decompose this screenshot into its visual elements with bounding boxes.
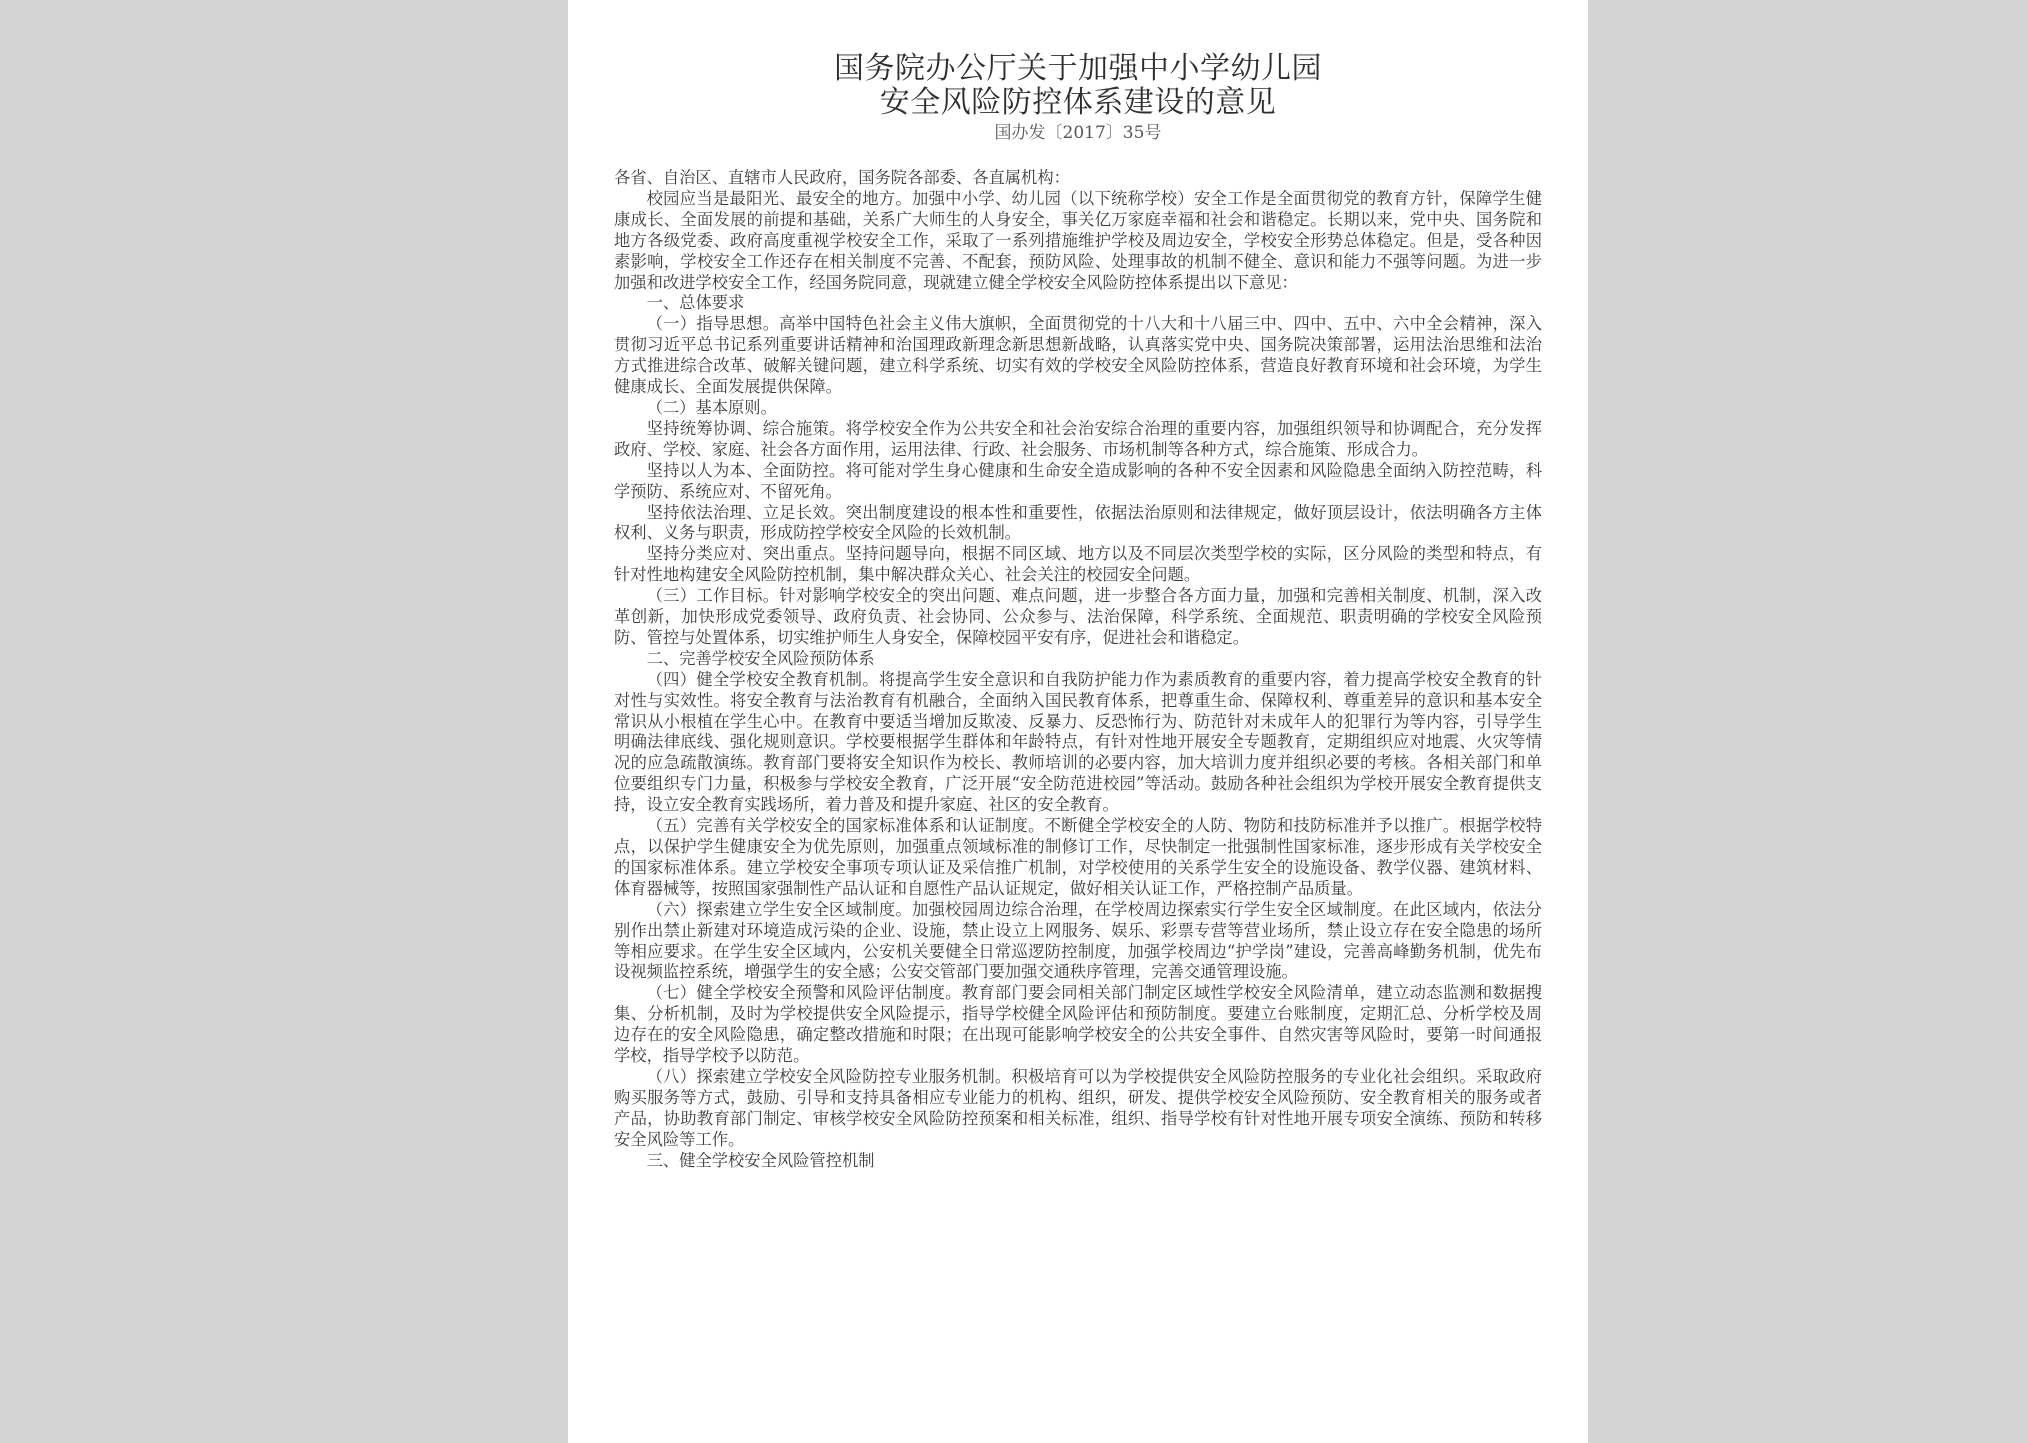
- paragraph: （一）指导思想。高举中国特色社会主义伟大旗帜，全面贯彻党的十八大和十八届三中、四中、五中、六中全会精神，深入贯彻习近平总书记系列重要讲话精神和治国理政新理念新思想新战略，认真落实党中央、国务院决策部署，运用法治思维和法治方式推进综合改革、破解关键问题，建立科学系统、切实有效的学校安全风险防控体系，营造良好教育环境和社会环境，为学生健康成长、全面发展提供保障。: [614, 314, 1542, 397]
- paragraph: 坚持分类应对、突出重点。坚持问题导向，根据不同区域、地方以及不同层次类型学校的实际，区分风险的类型和特点，有针对性地构建安全风险防控机制，集中解决群众关心、社会关注的校园安全问题。: [614, 544, 1542, 585]
- document-number: 国办发〔2017〕35号: [994, 123, 1162, 143]
- title-block: [614, 52, 1542, 144]
- paragraph: （六）探索建立学生安全区域制度。加强校园周边综合治理，在学校周边探索实行学生安全区域制度。在此区域内，依法分别作出禁止新建对环境造成污染的企业、设施，禁止设立上网服务、娱乐、彩票专营等营业场所，禁止设立存在安全隐患的场所等相应要求。在学生安全区域内，公安机关要健全日常巡逻防控制度，加强学校周边“护学岗”建设，完善高峰勤务机制，优先布设视频监控系统，增强学生的安全感；公安交管部门要加强交通秩序管理，完善交通管理设施。: [614, 899, 1542, 982]
- paragraph: （四）健全学校安全教育机制。将提高学生安全意识和自我防护能力作为素质教育的重要内容，着力提高学校安全教育的针对性与实效性。将安全教育与法治教育有机融合，全面纳入国民教育体系，把尊重生命、保障权利、尊重差异的意识和基本安全常识从小根植在学生心中。在教育中要适当增加反欺凌、反暴力、反恐怖行为、防范针对未成年人的犯罪行为等内容，引导学生明确法律底线、强化规则意识。学校要根据学生群体和年龄特点，有针对性地开展安全专题教育，定期组织应对地震、火灾等情况的应急疏散演练。教育部门要将安全知识作为校长、教师培训的必要内容，加大培训力度并组织必要的考核。各相关部门和单位要组织专门力量，积极参与学校安全教育，广泛开展“安全防范进校园”等活动。鼓励各种社会组织为学校开展安全教育提供支持，设立安全教育实践场所，着力普及和提升家庭、社区的安全教育。: [614, 669, 1542, 815]
- paragraph: （三）工作目标。针对影响学校安全的突出问题、难点问题，进一步整合各方面力量，加强和完善相关制度、机制，深入改革创新，加快形成党委领导、政府负责、社会协同、公众参与、法治保障，科学系统、全面规范、职责明确的学校安全风险预防、管控与处置体系，切实维护师生人身安全，保障校园平安有序，促进社会和谐稳定。: [614, 586, 1542, 647]
- paragraph-preamble: 校园应当是最阳光、最安全的地方。加强中小学、幼儿园（以下统称学校）安全工作是全面贯彻党的教育方针，保障学生健康成长、全面发展的前提和基础，关系广大师生的人身安全，事关亿万家庭幸福和社会和谐稳定。长期以来，党中央、国务院和地方各级党委、政府高度重视学校安全工作，采取了一系列措施维护学校及周边安全，学校安全形势总体稳定。但是，受各种因素影响，学校安全工作还存在相关制度不完善、不配套，预防风险、处理事故的机制不健全、意识和能力不强等问题。为进一步加强和改进学校安全工作，经国务院同意，现就建立健全学校安全风险防控体系提出以下意见：: [614, 188, 1542, 292]
- section-heading-3: 三、健全学校安全风险管控机制: [646, 1150, 875, 1170]
- paragraph: （八）探索建立学校安全风险防控专业服务机制。积极培育可以为学校提供安全风险防控服务的专业化社会组织。采取政府购买服务等方式，鼓励、引导和支持具备相应专业能力的机构、组织，研发、提供学校安全风险预防、安全教育相关的服务或者产品，协助教育部门制定、审核学校安全风险防控预案和相关标准，组织、指导学校有针对性地开展专项安全演练、预防和转移安全风险等工作。: [614, 1066, 1542, 1149]
- paragraph: （七）健全学校安全预警和风险评估制度。教育部门要会同相关部门制定区域性学校安全风险清单，建立动态监测和数据搜集、分析机制，及时为学校提供安全风险提示，指导学校健全风险评估和预防制度。要建立台账制度，定期汇总、分析学校及周边存在的安全风险隐患，确定整改措施和时限；在出现可能影响学校安全的公共安全事件、自然灾害等风险时，要第一时间通报学校，指导学校予以防范。: [614, 983, 1542, 1066]
- document-body: [614, 168, 1542, 1172]
- paragraph: 坚持统筹协调、综合施策。将学校安全作为公共安全和社会治安综合治理的重要内容，加强组织领导和协调配合，充分发挥政府、学校、家庭、社会各方面作用，运用法律、行政、社会服务、市场机制等各种方式，综合施策、形成合力。: [614, 418, 1542, 459]
- section-heading-1: 一、总体要求: [646, 293, 745, 313]
- paragraph: 坚持依法治理、立足长效。突出制度建设的根本性和重要性，依据法治原则和法律规定，做好顶层设计，依法明确各方主体权利、义务与职责，形成防控学校安全风险的长效机制。: [614, 502, 1542, 543]
- subsection-heading: （二）基本原则。: [646, 397, 777, 417]
- paragraph: 坚持以人为本、全面防控。将可能对学生身心健康和生命安全造成影响的各种不安全因素和风险隐患全面纳入防控范畴，科学预防、系统应对、不留死角。: [614, 460, 1542, 501]
- paragraph: （五）完善有关学校安全的国家标准体系和认证制度。不断健全学校安全的人防、物防和技防标准并予以推广。根据学校特点，以保护学生健康安全为优先原则，加强重点领域标准的制修订工作，尽快制定一批强制性国家标准，逐步形成有关学校安全的国家标准体系。建立学校安全事项专项认证及采信推广机制，对学校使用的关系学生安全的设施设备、教学仪器、建筑材料、体育器械等，按照国家强制性产品认证和自愿性产品认证规定，做好相关认证工作，严格控制产品质量。: [614, 816, 1542, 898]
- section-heading-2: 二、完善学校安全风险预防体系: [646, 648, 875, 668]
- document-title-line-1: 国务院办公厅关于加强中小学幼儿园: [834, 51, 1322, 86]
- document-title-line-2: 安全风险防控体系建设的意见: [879, 85, 1277, 120]
- salutation: 各省、自治区、直辖市人民政府，国务院各部委、各直属机构：: [614, 168, 1070, 187]
- document-page: [568, 0, 1588, 1443]
